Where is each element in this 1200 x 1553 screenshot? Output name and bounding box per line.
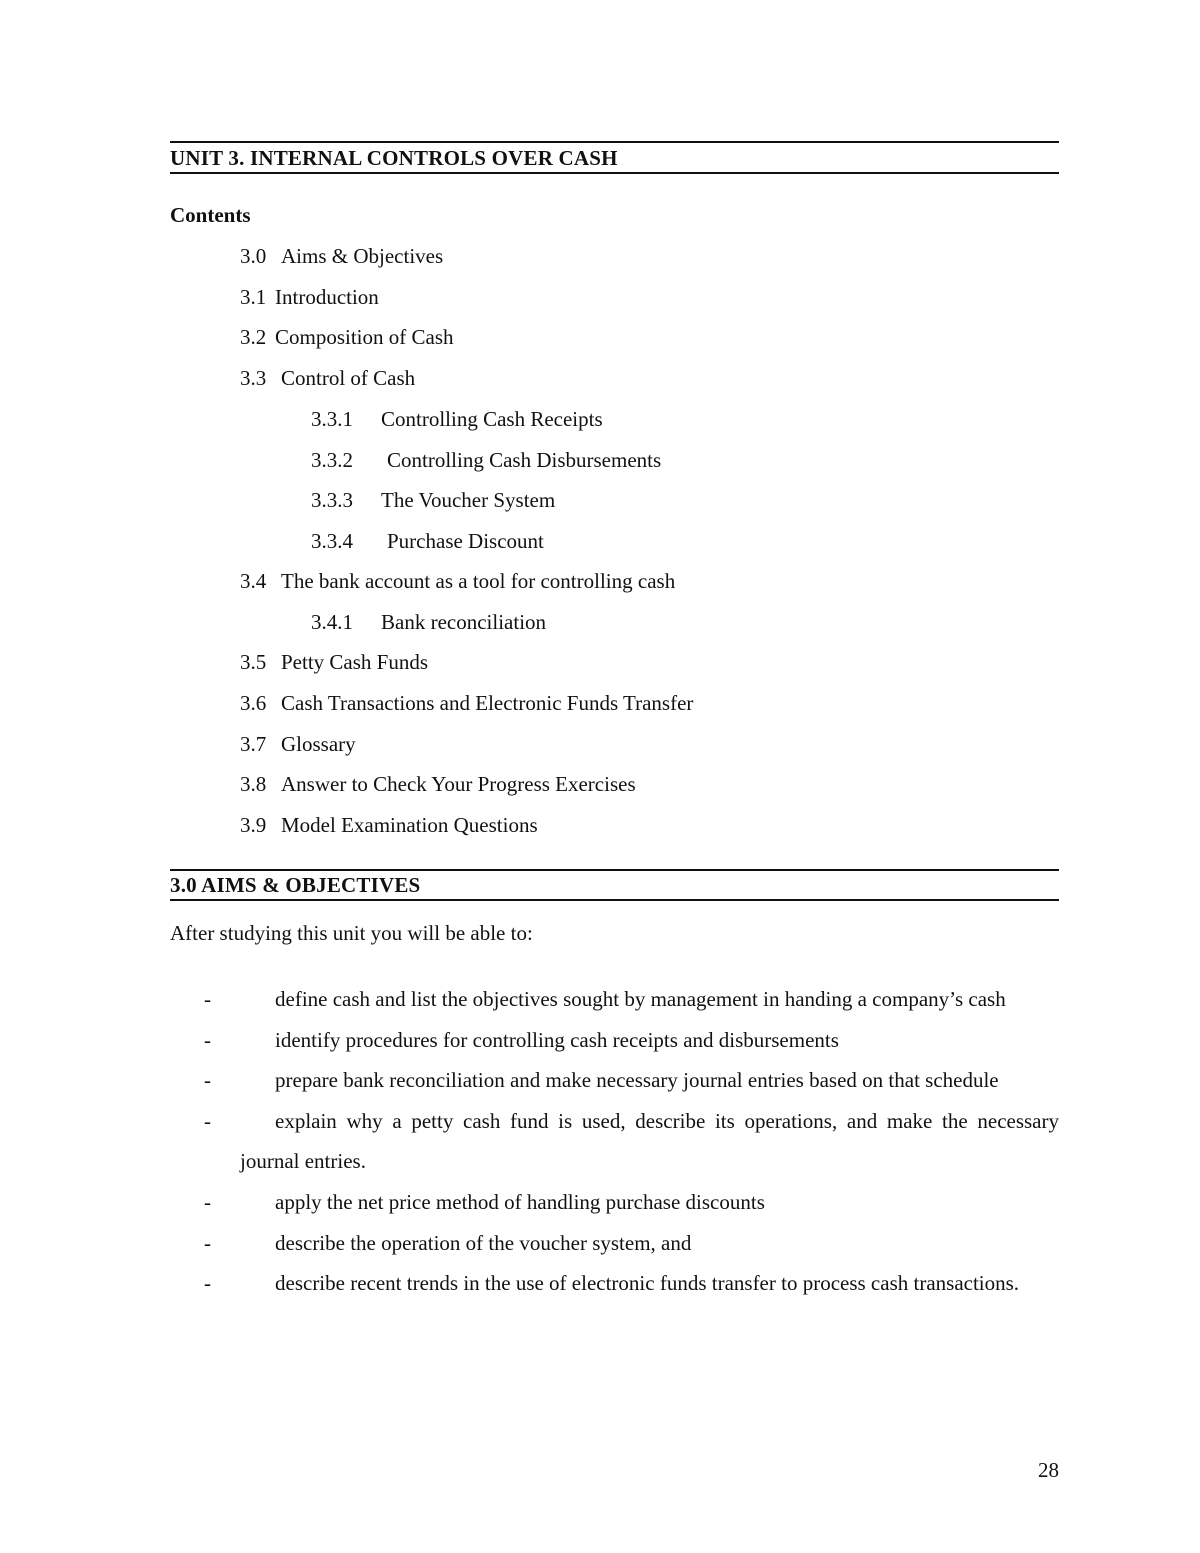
toc-number: 3.3.2 bbox=[311, 448, 353, 472]
list-item bbox=[170, 1060, 1059, 1101]
toc-title: Glossary bbox=[281, 732, 356, 756]
toc-number: 3.8 bbox=[240, 772, 267, 796]
list-item bbox=[170, 979, 1059, 1020]
bullet-marker: - bbox=[204, 1027, 211, 1052]
objectives-list bbox=[170, 979, 1059, 1304]
list-item bbox=[170, 1101, 1059, 1182]
objective-text: prepare bank reconciliation and make necessary journal entries based on that schedule bbox=[275, 1068, 999, 1093]
toc-item bbox=[311, 406, 603, 432]
section-bottom-rule bbox=[170, 899, 1059, 901]
intro-text: After studying this unit you will be able to: bbox=[170, 921, 533, 945]
toc-title: The Voucher System bbox=[381, 488, 556, 512]
toc-number: 3.4 bbox=[240, 569, 267, 593]
toc-title: Petty Cash Funds bbox=[281, 650, 429, 674]
toc-number: 3.3.4 bbox=[311, 529, 353, 553]
bullet-marker: - bbox=[204, 1108, 211, 1133]
toc-item bbox=[311, 609, 546, 635]
section-heading: 3.0 AIMS & OBJECTIVES bbox=[170, 873, 421, 897]
list-item bbox=[170, 1182, 1059, 1223]
contents-label: Contents bbox=[170, 203, 251, 227]
page-number: 28 bbox=[1038, 1458, 1059, 1482]
bullet-marker: - bbox=[204, 1189, 211, 1214]
toc-number: 3.1 bbox=[240, 285, 267, 309]
bullet-marker: - bbox=[204, 1271, 211, 1296]
toc-item bbox=[240, 812, 538, 838]
toc-item bbox=[240, 284, 379, 310]
toc-item bbox=[311, 447, 661, 473]
toc-number: 3.7 bbox=[240, 732, 267, 756]
bullet-marker: - bbox=[204, 1068, 211, 1093]
toc-item bbox=[240, 568, 675, 594]
section-top-rule bbox=[170, 869, 1059, 871]
toc-title: Bank reconciliation bbox=[381, 610, 547, 634]
bullet-marker: - bbox=[204, 987, 211, 1011]
toc-number: 3.5 bbox=[240, 650, 267, 674]
objective-text: identify procedures for controlling cash receipts and disbursements bbox=[275, 1027, 839, 1052]
toc-title: Aims & Objectives bbox=[281, 244, 444, 268]
toc-title: Controlling Cash Disbursements bbox=[387, 448, 662, 472]
toc-title: The bank account as a tool for controlling cash bbox=[281, 569, 676, 593]
toc-title: Answer to Check Your Progress Exercises bbox=[281, 772, 636, 796]
objective-text: define cash and list the objectives sought by management in handing a company’s cash bbox=[275, 987, 1006, 1011]
list-item bbox=[170, 1263, 1059, 1304]
toc-number: 3.3 bbox=[240, 366, 267, 390]
toc-item bbox=[240, 324, 454, 350]
objective-text: apply the net price method of handling purchase discounts bbox=[275, 1189, 765, 1214]
heading-bottom-rule bbox=[170, 172, 1059, 174]
toc-title: Cash Transactions and Electronic Funds Transfer bbox=[281, 691, 694, 715]
toc-number: 3.3.1 bbox=[311, 407, 353, 431]
toc-number: 3.2 bbox=[240, 325, 267, 349]
unit-heading: UNIT 3. INTERNAL CONTROLS OVER CASH bbox=[170, 146, 618, 170]
toc-item bbox=[240, 771, 636, 797]
toc-title: Control of Cash bbox=[281, 366, 416, 390]
toc-title: Model Examination Questions bbox=[281, 813, 538, 837]
toc-item bbox=[311, 487, 555, 513]
toc-number: 3.3.3 bbox=[311, 488, 353, 512]
toc-number: 3.6 bbox=[240, 691, 267, 715]
toc-title: Composition of Cash bbox=[275, 325, 454, 349]
toc-item bbox=[240, 731, 356, 757]
list-item bbox=[170, 1223, 1059, 1264]
toc-item bbox=[311, 528, 544, 554]
objective-text: explain why a petty cash fund is used, describe its operations, and make the necessary journal entries. bbox=[240, 1108, 1059, 1174]
toc-title: Controlling Cash Receipts bbox=[381, 407, 603, 431]
toc-item bbox=[240, 649, 428, 675]
heading-top-rule bbox=[170, 141, 1059, 143]
toc-item bbox=[240, 243, 443, 269]
list-item bbox=[170, 1020, 1059, 1061]
toc-title: Purchase Discount bbox=[387, 529, 544, 553]
toc-number: 3.9 bbox=[240, 813, 267, 837]
objective-text: describe recent trends in the use of electronic funds transfer to process cash transactions. bbox=[275, 1271, 1020, 1296]
toc-number: 3.0 bbox=[240, 244, 267, 268]
objective-text: describe the operation of the voucher system, and bbox=[275, 1230, 692, 1255]
toc-title: Introduction bbox=[275, 285, 379, 309]
toc-item bbox=[240, 690, 693, 716]
toc-number: 3.4.1 bbox=[311, 610, 353, 634]
toc-item bbox=[240, 365, 415, 391]
bullet-marker: - bbox=[204, 1230, 211, 1255]
